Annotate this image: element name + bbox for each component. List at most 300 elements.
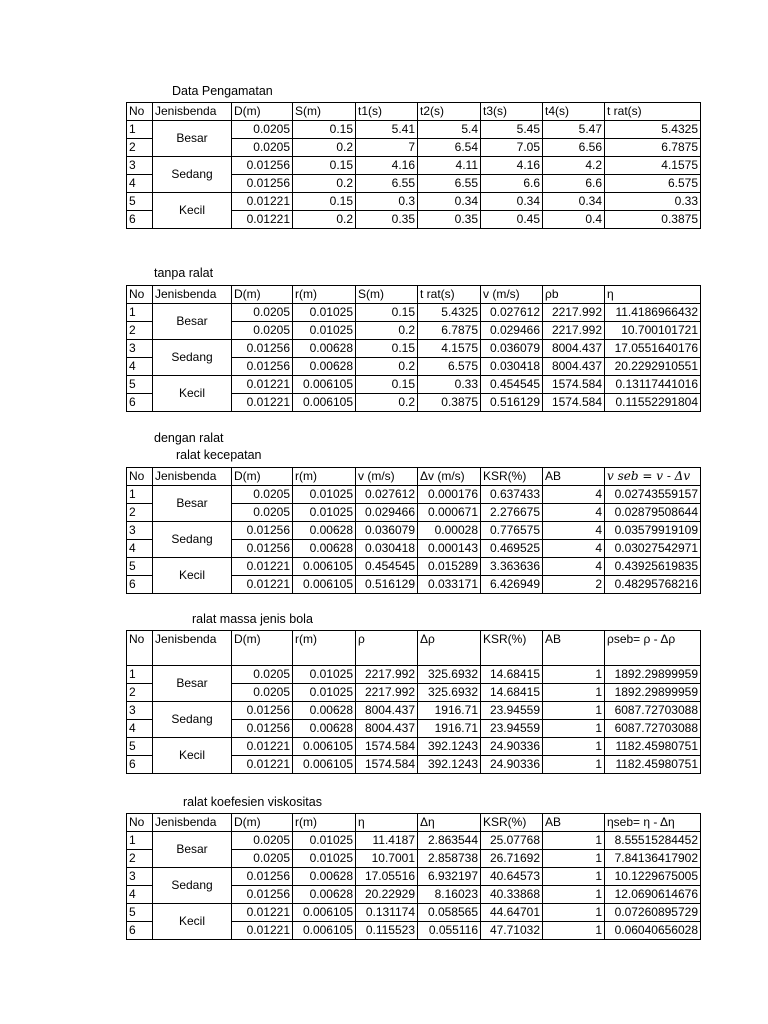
data-cell: 0.2 xyxy=(356,358,418,376)
column-header: No xyxy=(127,286,153,304)
data-cell: 8004.437 xyxy=(356,702,418,720)
data-cell: 40.64573 xyxy=(481,868,543,886)
data-cell: 0.01256 xyxy=(232,868,293,886)
row-number: 6 xyxy=(127,211,153,229)
ralat-kecepatan-table xyxy=(126,467,701,594)
data-cell: 0.0205 xyxy=(232,304,293,322)
data-cell: 0.027612 xyxy=(481,304,543,322)
column-header: v (m/s) xyxy=(481,286,543,304)
column-header: KSR(%) xyxy=(481,468,543,486)
data-cell: 6.56 xyxy=(543,139,605,157)
column-header: ρseb= ρ - Δρ xyxy=(605,631,701,666)
data-cell: 0.01025 xyxy=(293,504,356,522)
data-cell: 23.94559 xyxy=(481,702,543,720)
column-header: No xyxy=(127,103,153,121)
data-cell: 3.363636 xyxy=(481,558,543,576)
row-number: 4 xyxy=(127,886,153,904)
table-row xyxy=(127,340,701,358)
data-cell: 8.55515284452 xyxy=(605,832,701,850)
column-header: No xyxy=(127,814,153,832)
table-row xyxy=(127,904,701,922)
column-header: r(m) xyxy=(293,814,356,832)
data-cell: 4.16 xyxy=(481,157,543,175)
data-cell: 20.2292910551 xyxy=(605,358,701,376)
header-row xyxy=(127,468,701,486)
data-cell: 0.006105 xyxy=(293,376,356,394)
data-cell: 2 xyxy=(543,576,605,594)
data-cell: 4 xyxy=(543,540,605,558)
data-cell: 0.2 xyxy=(293,139,356,157)
column-header: Jenisbenda xyxy=(153,814,232,832)
data-cell: 6.6 xyxy=(481,175,543,193)
data-cell: 0.0205 xyxy=(232,486,293,504)
jenis-benda-cell: Besar xyxy=(153,121,232,157)
row-number: 4 xyxy=(127,720,153,738)
data-cell: 0.01025 xyxy=(293,304,356,322)
data-cell: 1 xyxy=(543,738,605,756)
data-cell: 0.33 xyxy=(418,376,481,394)
data-cell: 6.54 xyxy=(418,139,481,157)
data-cell: 0.0205 xyxy=(232,121,293,139)
data-cell: 0.01256 xyxy=(232,175,293,193)
table-5-title: ralat koefesien viskositas xyxy=(183,795,322,809)
data-cell: 325.6932 xyxy=(418,666,481,684)
data-cell: 23.94559 xyxy=(481,720,543,738)
jenis-benda-cell: Sedang xyxy=(153,340,232,376)
data-cell: 0.516129 xyxy=(356,576,418,594)
row-number: 3 xyxy=(127,702,153,720)
row-number: 6 xyxy=(127,922,153,940)
data-cell: 4.11 xyxy=(418,157,481,175)
data-cell: 1574.584 xyxy=(543,376,605,394)
data-cell: 4 xyxy=(543,522,605,540)
data-cell: 5.47 xyxy=(543,121,605,139)
column-header: S(m) xyxy=(356,286,418,304)
data-cell: 0.000176 xyxy=(418,486,481,504)
data-cell: 0.01221 xyxy=(232,904,293,922)
data-cell: 1574.584 xyxy=(356,738,418,756)
data-cell: 40.33868 xyxy=(481,886,543,904)
column-header: No xyxy=(127,468,153,486)
column-header: D(m) xyxy=(232,103,293,121)
data-cell: 0.00628 xyxy=(293,522,356,540)
data-cell: 0.469525 xyxy=(481,540,543,558)
data-cell: 5.4325 xyxy=(418,304,481,322)
data-cell: 0.2 xyxy=(293,175,356,193)
data-cell: 0.01256 xyxy=(232,720,293,738)
jenis-benda-cell: Kecil xyxy=(153,558,232,594)
data-cell: 0.15 xyxy=(356,340,418,358)
data-cell: 14.68415 xyxy=(481,684,543,702)
data-cell: 10.7001 xyxy=(356,850,418,868)
data-cell: 8004.437 xyxy=(356,720,418,738)
data-cell: 0.2 xyxy=(356,322,418,340)
data-cell: 0.06040656028 xyxy=(605,922,701,940)
data-cell: 1 xyxy=(543,868,605,886)
data-cell: 5.4 xyxy=(418,121,481,139)
column-header: Jenisbenda xyxy=(153,286,232,304)
row-number: 5 xyxy=(127,193,153,211)
jenis-benda-cell: Kecil xyxy=(153,376,232,412)
table-row xyxy=(127,376,701,394)
column-header: η xyxy=(605,286,701,304)
column-header: D(m) xyxy=(232,468,293,486)
data-cell: 0.454545 xyxy=(481,376,543,394)
data-cell: 0.48295768216 xyxy=(605,576,701,594)
ralat-viskositas-table xyxy=(126,813,701,940)
data-cell: 0.34 xyxy=(481,193,543,211)
row-number: 6 xyxy=(127,756,153,774)
column-header: Δv (m/s) xyxy=(418,468,481,486)
jenis-benda-cell: Kecil xyxy=(153,904,232,940)
table-row xyxy=(127,558,701,576)
data-cell: 1892.29899959 xyxy=(605,666,701,684)
data-cell: 0.33 xyxy=(605,193,701,211)
data-cell: 0.3 xyxy=(356,193,418,211)
data-pengamatan-table xyxy=(126,102,701,229)
row-number: 3 xyxy=(127,340,153,358)
column-header: v seb = v - Δv xyxy=(605,468,701,486)
jenis-benda-cell: Kecil xyxy=(153,193,232,229)
data-cell: 47.71032 xyxy=(481,922,543,940)
data-cell: 0.01221 xyxy=(232,394,293,412)
column-header: ηseb= η - Δη xyxy=(605,814,701,832)
column-header: No xyxy=(127,631,153,666)
data-cell: 6.7875 xyxy=(605,139,701,157)
data-cell: 0.2 xyxy=(293,211,356,229)
data-cell: 0.015289 xyxy=(418,558,481,576)
column-header: Jenisbenda xyxy=(153,103,232,121)
jenis-benda-cell: Sedang xyxy=(153,702,232,738)
data-cell: 6.575 xyxy=(605,175,701,193)
data-cell: 0.11552291804 xyxy=(605,394,701,412)
data-cell: 1 xyxy=(543,666,605,684)
data-cell: 0.0205 xyxy=(232,139,293,157)
data-cell: 0.029466 xyxy=(481,322,543,340)
column-header: ρb xyxy=(543,286,605,304)
column-header: r(m) xyxy=(293,631,356,666)
data-cell: 0.0205 xyxy=(232,322,293,340)
data-cell: 1 xyxy=(543,832,605,850)
data-cell: 0.01221 xyxy=(232,376,293,394)
data-cell: 0.01221 xyxy=(232,211,293,229)
data-cell: 0.01256 xyxy=(232,157,293,175)
data-cell: 4 xyxy=(543,504,605,522)
table-2-title: tanpa ralat xyxy=(154,266,214,280)
data-cell: 0.15 xyxy=(356,376,418,394)
column-header: r(m) xyxy=(293,468,356,486)
table-row xyxy=(127,702,701,720)
table-row xyxy=(127,157,701,175)
column-header: Jenisbenda xyxy=(153,631,232,666)
jenis-benda-cell: Sedang xyxy=(153,522,232,558)
row-number: 5 xyxy=(127,376,153,394)
table-3-title: dengan ralat xyxy=(154,431,224,445)
data-cell: 1916.71 xyxy=(418,720,481,738)
row-number: 6 xyxy=(127,576,153,594)
data-cell: 1 xyxy=(543,850,605,868)
data-cell: 0.0205 xyxy=(232,832,293,850)
data-cell: 0.006105 xyxy=(293,904,356,922)
row-number: 5 xyxy=(127,738,153,756)
data-cell: 0.637433 xyxy=(481,486,543,504)
data-cell: 0.01256 xyxy=(232,886,293,904)
column-header: t1(s) xyxy=(356,103,418,121)
row-number: 4 xyxy=(127,540,153,558)
data-cell: 1 xyxy=(543,720,605,738)
data-cell: 0.15 xyxy=(356,304,418,322)
table-3-subtitle: ralat kecepatan xyxy=(176,448,262,462)
data-cell: 0.000143 xyxy=(418,540,481,558)
data-cell: 0.01256 xyxy=(232,340,293,358)
data-cell: 0.35 xyxy=(356,211,418,229)
data-cell: 5.4325 xyxy=(605,121,701,139)
data-cell: 1892.29899959 xyxy=(605,684,701,702)
data-cell: 2.276675 xyxy=(481,504,543,522)
data-cell: 1 xyxy=(543,886,605,904)
header-row xyxy=(127,103,701,121)
column-header: AB xyxy=(543,631,605,666)
row-number: 2 xyxy=(127,684,153,702)
data-cell: 0.00628 xyxy=(293,886,356,904)
data-cell: 0.000671 xyxy=(418,504,481,522)
data-cell: 0.01025 xyxy=(293,832,356,850)
column-header: Δη xyxy=(418,814,481,832)
data-cell: 4 xyxy=(543,558,605,576)
row-number: 2 xyxy=(127,504,153,522)
column-header: D(m) xyxy=(232,631,293,666)
column-header: KSR(%) xyxy=(481,631,543,666)
data-cell: 392.1243 xyxy=(418,756,481,774)
data-cell: 4.2 xyxy=(543,157,605,175)
data-cell: 0.02879508644 xyxy=(605,504,701,522)
data-cell: 0.07260895729 xyxy=(605,904,701,922)
data-cell: 0.15 xyxy=(293,121,356,139)
data-cell: 6.55 xyxy=(418,175,481,193)
table-row xyxy=(127,868,701,886)
table-row xyxy=(127,486,701,504)
data-cell: 0.13117441016 xyxy=(605,376,701,394)
data-cell: 7.05 xyxy=(481,139,543,157)
column-header: AB xyxy=(543,814,605,832)
header-row xyxy=(127,631,701,666)
data-cell: 0.01256 xyxy=(232,540,293,558)
data-cell: 0.00628 xyxy=(293,540,356,558)
row-number: 3 xyxy=(127,157,153,175)
data-cell: 0.01221 xyxy=(232,738,293,756)
data-cell: 0.01221 xyxy=(232,558,293,576)
data-cell: 1 xyxy=(543,756,605,774)
data-cell: 0.01025 xyxy=(293,486,356,504)
data-cell: 26.71692 xyxy=(481,850,543,868)
data-cell: 11.4187 xyxy=(356,832,418,850)
data-cell: 0.3875 xyxy=(418,394,481,412)
data-cell: 10.700101721 xyxy=(605,322,701,340)
data-cell: 11.4186966432 xyxy=(605,304,701,322)
row-number: 6 xyxy=(127,394,153,412)
data-cell: 0.030418 xyxy=(481,358,543,376)
data-cell: 0.43925619835 xyxy=(605,558,701,576)
data-cell: 0.0205 xyxy=(232,504,293,522)
jenis-benda-cell: Besar xyxy=(153,304,232,340)
jenis-benda-cell: Sedang xyxy=(153,157,232,193)
data-cell: 2217.992 xyxy=(356,666,418,684)
column-header: t3(s) xyxy=(481,103,543,121)
table-row xyxy=(127,522,701,540)
data-cell: 1574.584 xyxy=(356,756,418,774)
row-number: 4 xyxy=(127,175,153,193)
data-cell: 0.006105 xyxy=(293,394,356,412)
row-number: 3 xyxy=(127,868,153,886)
row-number: 2 xyxy=(127,850,153,868)
data-cell: 0.01256 xyxy=(232,522,293,540)
data-cell: 0.02743559157 xyxy=(605,486,701,504)
column-header: t rat(s) xyxy=(418,286,481,304)
data-cell: 0.3875 xyxy=(605,211,701,229)
data-cell: 0.006105 xyxy=(293,738,356,756)
data-cell: 24.90336 xyxy=(481,738,543,756)
table-row xyxy=(127,121,701,139)
data-cell: 0.01221 xyxy=(232,756,293,774)
row-number: 1 xyxy=(127,121,153,139)
data-cell: 1574.584 xyxy=(543,394,605,412)
row-number: 1 xyxy=(127,304,153,322)
data-cell: 6.426949 xyxy=(481,576,543,594)
data-cell: 1182.45980751 xyxy=(605,756,701,774)
column-header: t rat(s) xyxy=(605,103,701,121)
jenis-benda-cell: Besar xyxy=(153,832,232,868)
data-cell: 0.454545 xyxy=(356,558,418,576)
row-number: 5 xyxy=(127,904,153,922)
data-cell: 0.131174 xyxy=(356,904,418,922)
row-number: 1 xyxy=(127,832,153,850)
data-cell: 7.84136417902 xyxy=(605,850,701,868)
data-cell: 0.01256 xyxy=(232,358,293,376)
data-cell: 0.055116 xyxy=(418,922,481,940)
tanpa-ralat-table xyxy=(126,285,701,412)
data-cell: 25.07768 xyxy=(481,832,543,850)
data-cell: 1 xyxy=(543,702,605,720)
data-cell: 0.45 xyxy=(481,211,543,229)
data-cell: 0.029466 xyxy=(356,504,418,522)
data-cell: 0.006105 xyxy=(293,576,356,594)
data-cell: 0.00628 xyxy=(293,720,356,738)
data-cell: 1 xyxy=(543,922,605,940)
row-number: 2 xyxy=(127,139,153,157)
row-number: 1 xyxy=(127,666,153,684)
header-row xyxy=(127,286,701,304)
data-cell: 0.00628 xyxy=(293,702,356,720)
column-header: r(m) xyxy=(293,286,356,304)
data-cell: 6.575 xyxy=(418,358,481,376)
table-row xyxy=(127,832,701,850)
data-cell: 0.006105 xyxy=(293,922,356,940)
data-cell: 17.0551640176 xyxy=(605,340,701,358)
column-header: S(m) xyxy=(293,103,356,121)
data-cell: 2217.992 xyxy=(356,684,418,702)
data-cell: 2217.992 xyxy=(543,322,605,340)
data-cell: 325.6932 xyxy=(418,684,481,702)
data-cell: 8.16023 xyxy=(418,886,481,904)
table-row xyxy=(127,304,701,322)
data-cell: 6087.72703088 xyxy=(605,720,701,738)
data-cell: 4.1575 xyxy=(605,157,701,175)
table-4-title: ralat massa jenis bola xyxy=(192,612,313,626)
table-row xyxy=(127,193,701,211)
data-cell: 0.15 xyxy=(293,157,356,175)
data-cell: 0.4 xyxy=(543,211,605,229)
data-cell: 0.006105 xyxy=(293,558,356,576)
data-cell: 0.115523 xyxy=(356,922,418,940)
column-header: Δρ xyxy=(418,631,481,666)
ralat-massa-jenis-table xyxy=(126,630,701,774)
data-cell: 0.036079 xyxy=(356,522,418,540)
data-cell: 0.2 xyxy=(356,394,418,412)
data-cell: 0.058565 xyxy=(418,904,481,922)
row-number: 4 xyxy=(127,358,153,376)
column-header: D(m) xyxy=(232,814,293,832)
data-cell: 2.858738 xyxy=(418,850,481,868)
data-cell: 6.6 xyxy=(543,175,605,193)
data-cell: 0.34 xyxy=(418,193,481,211)
data-cell: 0.01025 xyxy=(293,684,356,702)
data-cell: 0.036079 xyxy=(481,340,543,358)
data-cell: 0.15 xyxy=(293,193,356,211)
column-header: D(m) xyxy=(232,286,293,304)
data-cell: 6.932197 xyxy=(418,868,481,886)
data-cell: 24.90336 xyxy=(481,756,543,774)
data-cell: 0.01221 xyxy=(232,576,293,594)
data-cell: 0.00628 xyxy=(293,868,356,886)
data-cell: 1 xyxy=(543,904,605,922)
column-header: η xyxy=(356,814,418,832)
data-cell: 4.1575 xyxy=(418,340,481,358)
data-cell: 0.776575 xyxy=(481,522,543,540)
data-cell: 0.01256 xyxy=(232,702,293,720)
data-cell: 0.03027542971 xyxy=(605,540,701,558)
jenis-benda-cell: Besar xyxy=(153,666,232,702)
row-number: 1 xyxy=(127,486,153,504)
data-cell: 0.006105 xyxy=(293,756,356,774)
jenis-benda-cell: Besar xyxy=(153,486,232,522)
column-header: KSR(%) xyxy=(481,814,543,832)
data-cell: 0.516129 xyxy=(481,394,543,412)
data-cell: 0.00028 xyxy=(418,522,481,540)
data-cell: 0.0205 xyxy=(232,850,293,868)
data-cell: 0.027612 xyxy=(356,486,418,504)
data-cell: 1182.45980751 xyxy=(605,738,701,756)
row-number: 2 xyxy=(127,322,153,340)
data-cell: 14.68415 xyxy=(481,666,543,684)
data-cell: 5.45 xyxy=(481,121,543,139)
data-cell: 0.01025 xyxy=(293,322,356,340)
data-cell: 6.55 xyxy=(356,175,418,193)
table-row xyxy=(127,666,701,684)
data-cell: 17.05516 xyxy=(356,868,418,886)
data-cell: 0.01221 xyxy=(232,193,293,211)
column-header: AB xyxy=(543,468,605,486)
data-cell: 0.0205 xyxy=(232,666,293,684)
data-cell: 0.033171 xyxy=(418,576,481,594)
table-1-title: Data Pengamatan xyxy=(172,84,273,98)
data-cell: 0.030418 xyxy=(356,540,418,558)
data-cell: 0.01025 xyxy=(293,666,356,684)
column-header: t2(s) xyxy=(418,103,481,121)
data-cell: 2.863544 xyxy=(418,832,481,850)
data-cell: 6087.72703088 xyxy=(605,702,701,720)
data-cell: 2217.992 xyxy=(543,304,605,322)
column-header: t4(s) xyxy=(543,103,605,121)
